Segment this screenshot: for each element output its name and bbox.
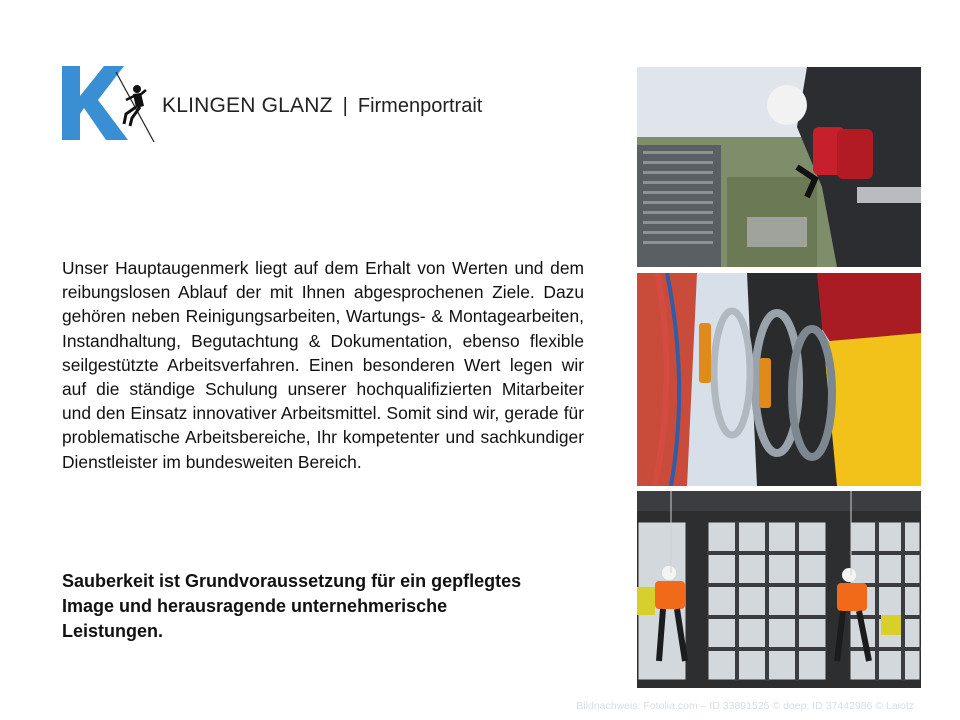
title-separator: | [342,95,348,117]
company-logo [60,62,160,144]
logo-k-climber-icon [60,62,160,144]
page-subtitle: Firmenportrait [357,95,483,117]
photo-rooftop-worker [637,67,921,267]
image-credit: Bildnachweis: Fotolia.com – ID 33891525 © doep, ID 37442986 © Laiotz [576,700,914,712]
company-description: Unser Hauptaugenmerk liegt auf dem Erhalt von Werten und dem reibungslosen Ablauf der mit Ihnen abgesprochenen Ziele. Dazu gehören neben Reinigungsarbeiten, Wartungs- & Montagearbeiten, Instandhaltung, Begutachtung & Dokumentation, ebenso flexible seilgestützte Arbeitsverfahren. Einen besonderen Wert legen wir auf die ständige Schulung unserer hochqualifizierten Mitarbeiter und den Einsatz innovativer Arbeitsmittel. Somit sind wir, gerade für problematische Arbeitsbereiche, Ihr kompetenter und sachkundiger Dienstleister im bundesweiten Bereich. [62,258,584,472]
company-name: KLINGEN GLANZ [162,94,333,117]
photo-facade-workers [637,491,921,688]
slogan: Sauberkeit ist Grundvoraussetzung für ein gepflegtes Image und herausragende unternehmerische Leistungen. [62,571,522,641]
photo-carabiners [637,273,921,486]
brand-header [162,94,482,118]
